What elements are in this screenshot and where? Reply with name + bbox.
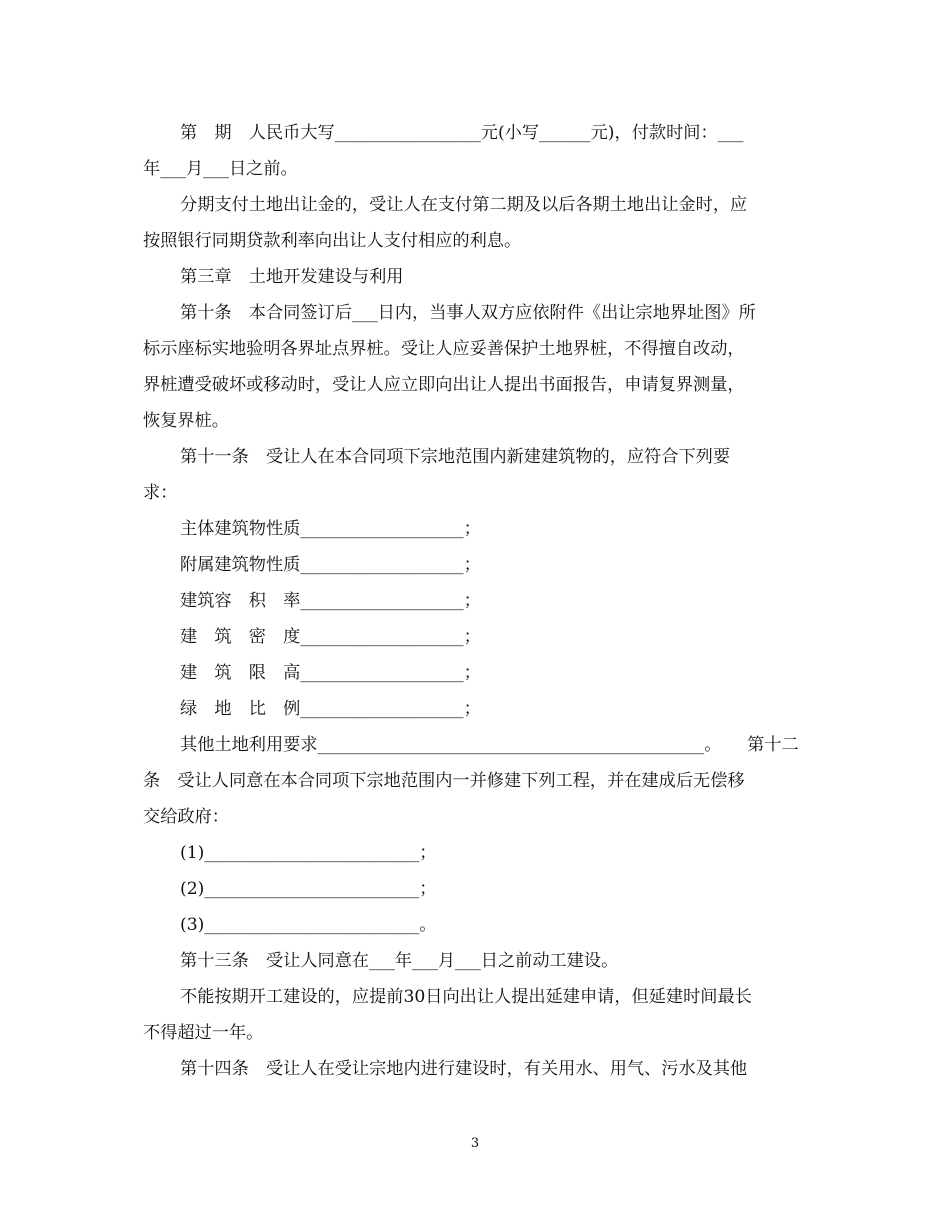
text-line: 求： (143, 483, 178, 503)
form-field-line: (1)_________________________； (180, 843, 437, 863)
page-number: 3 (470, 1136, 480, 1151)
text-line: 恢复界桩。 (143, 411, 229, 431)
form-field-line: 主体建筑物性质___________________； (180, 519, 481, 539)
text-line: 不得超过一年。 (143, 1023, 264, 1043)
chapter-heading: 第三章 土地开发建设与利用 (180, 267, 404, 287)
text-line: 不能按期开工建设的，应提前30日向出让人提出延建申请，但延建时间最长 (180, 987, 752, 1007)
form-field-line: 绿 地 比 例___________________； (180, 699, 481, 719)
form-field-line: 建 筑 限 高___________________； (180, 663, 481, 683)
text-line: 第十三条 受让人同意在___年___月___日之前动工建设。 (180, 951, 619, 971)
text-line: 第十条 本合同签订后___日内，当事人双方应依附件《出让宗地界址图》所 (180, 303, 756, 323)
text-line: 第十一条 受让人在本合同项下宗地范围内新建建筑物的，应符合下列要 (180, 447, 731, 467)
text-line: 交给政府： (143, 807, 229, 827)
form-field-line: (2)_________________________； (180, 879, 437, 899)
text-line: 其他土地利用要求_____________________________________________。 第十二 (180, 735, 799, 755)
form-field-line: (3)_________________________。 (180, 915, 437, 935)
text-line: 年___月___日之前。 (143, 159, 298, 179)
text-line: 按照银行同期贷款利率向出让人支付相应的利息。 (143, 231, 522, 251)
text-line: 第 期 人民币大写_________________元(小写______元)，付款时间：___ (180, 123, 744, 143)
form-field-line: 建筑容 积 率___________________； (180, 591, 481, 611)
text-line: 第十四条 受让人在受让宗地内进行建设时，有关用水、用气、污水及其他 (180, 1059, 748, 1079)
text-line: 界桩遭受破坏或移动时，受让人应立即向出让人提出书面报告，申请复界测量， (143, 375, 745, 395)
form-field-line: 建 筑 密 度___________________； (180, 627, 481, 647)
form-field-line: 附属建筑物性质___________________； (180, 555, 481, 575)
text-line: 标示座标实地验明各界址点界桩。受让人应妥善保护土地界桩，不得擅自改动， (143, 339, 745, 359)
text-line: 条 受让人同意在本合同项下宗地范围内一并修建下列工程，并在建成后无偿移 (143, 771, 745, 791)
text-line: 分期支付土地出让金的，受让人在支付第二期及以后各期土地出让金时，应 (180, 195, 748, 215)
